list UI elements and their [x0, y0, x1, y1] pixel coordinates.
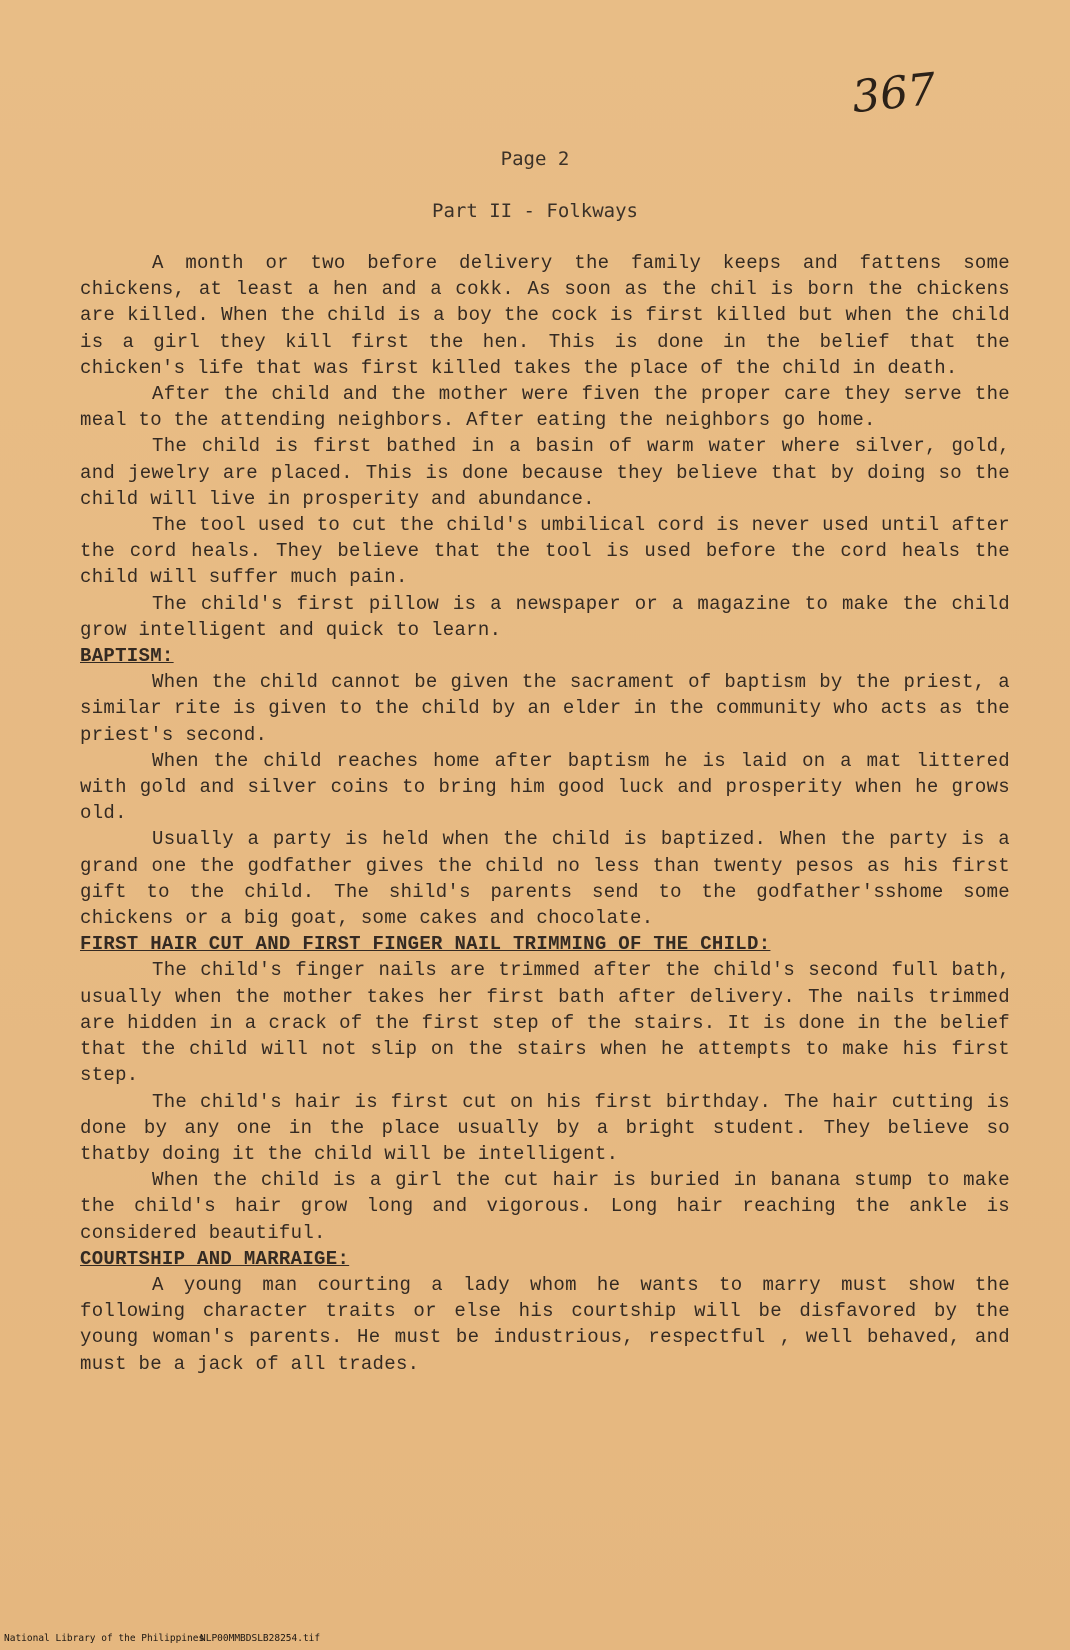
paragraph: After the child and the mother were fiven the proper care they serve the meal to the attending neighbors. After eating the neighbors go home. — [80, 383, 1010, 432]
paragraph: The child's hair is first cut on his first birthday. The hair cutting is done by any one in the place usually by a bright student. They believe so thatby doing it the child will be intelligent. — [80, 1090, 1010, 1165]
page-label: Page 2 — [500, 148, 570, 170]
handwritten-folio-number: 367 — [849, 63, 939, 124]
paragraph: The child's finger nails are trimmed after the child's second full bath, usually when the mother takes her first bath after delivery. The nails trimmed are hidden in a crack of the first step of the stairs. It is done in the belief that the child will not slip on the stairs when he attempts to make his first step. — [80, 959, 1010, 1087]
paragraph: When the child is a girl the cut hair is buried in banana stump to make the child's hair grow long and vigorous. Long hair reaching the ankle is considered beautiful. — [80, 1169, 1010, 1244]
paragraph: A young man courting a lady whom he wants to marry must show the following character traits or else his courtship will be disfavored by the young woman's parents. He must be industrious, respectful , well behaved, and must be a jack of all trades. — [80, 1273, 1010, 1375]
paragraph: The child's first pillow is a newspaper or a magazine to make the child grow intelligent and quick to learn. — [80, 592, 1010, 641]
paragraph: The child is first bathed in a basin of warm water where silver, gold, and jewelry are placed. This is done because they believe that by doing so the child will live in prosperity and abundance. — [80, 435, 1010, 510]
paragraph: The tool used to cut the child's umbilical cord is never used until after the cord heals. They believe that the tool is used before the cord heals the child will suffer much pain. — [80, 514, 1010, 589]
section-heading-baptism: BAPTISM: — [80, 645, 174, 668]
body-text — [80, 250, 1010, 1377]
section-heading-haircut: FIRST HAIR CUT AND FIRST FINGER NAIL TRIMMING OF THE CHILD: — [80, 933, 771, 956]
footer-library: National Library of the Philippines — [4, 1633, 205, 1644]
paragraph: A month or two before delivery the family keeps and fattens some chickens, at least a hen and a cokk. As soon as the chil is born the chickens are killed. When the child is a boy the cock is first killed but when the child is a girl they kill first the hen. This is done in the belief that the chicken's life that was first killed takes the place of the child in death. — [80, 252, 1010, 379]
footer-filename: NLP00MMBDSLB28254.tif — [200, 1633, 321, 1644]
paragraph: When the child cannot be given the sacrament of baptism by the priest, a similar rite is given to the child by an elder in the community who acts as the priest's second. — [80, 671, 1010, 746]
paragraph: Usually a party is held when the child is baptized. When the party is a grand one the godfather gives the child no less than twenty pesos as his first gift to the child. The shild's parents send to the godfather'sshome some chickens or a big goat, some cakes and chocolate. — [80, 828, 1010, 930]
section-heading-courtship: COURTSHIP AND MARRAIGE: — [80, 1247, 350, 1270]
part-title: Part II - Folkways — [432, 200, 638, 222]
paragraph: When the child reaches home after baptism he is laid on a mat littered with gold and silver coins to bring him good luck and prosperity when he grows old. — [80, 749, 1010, 825]
